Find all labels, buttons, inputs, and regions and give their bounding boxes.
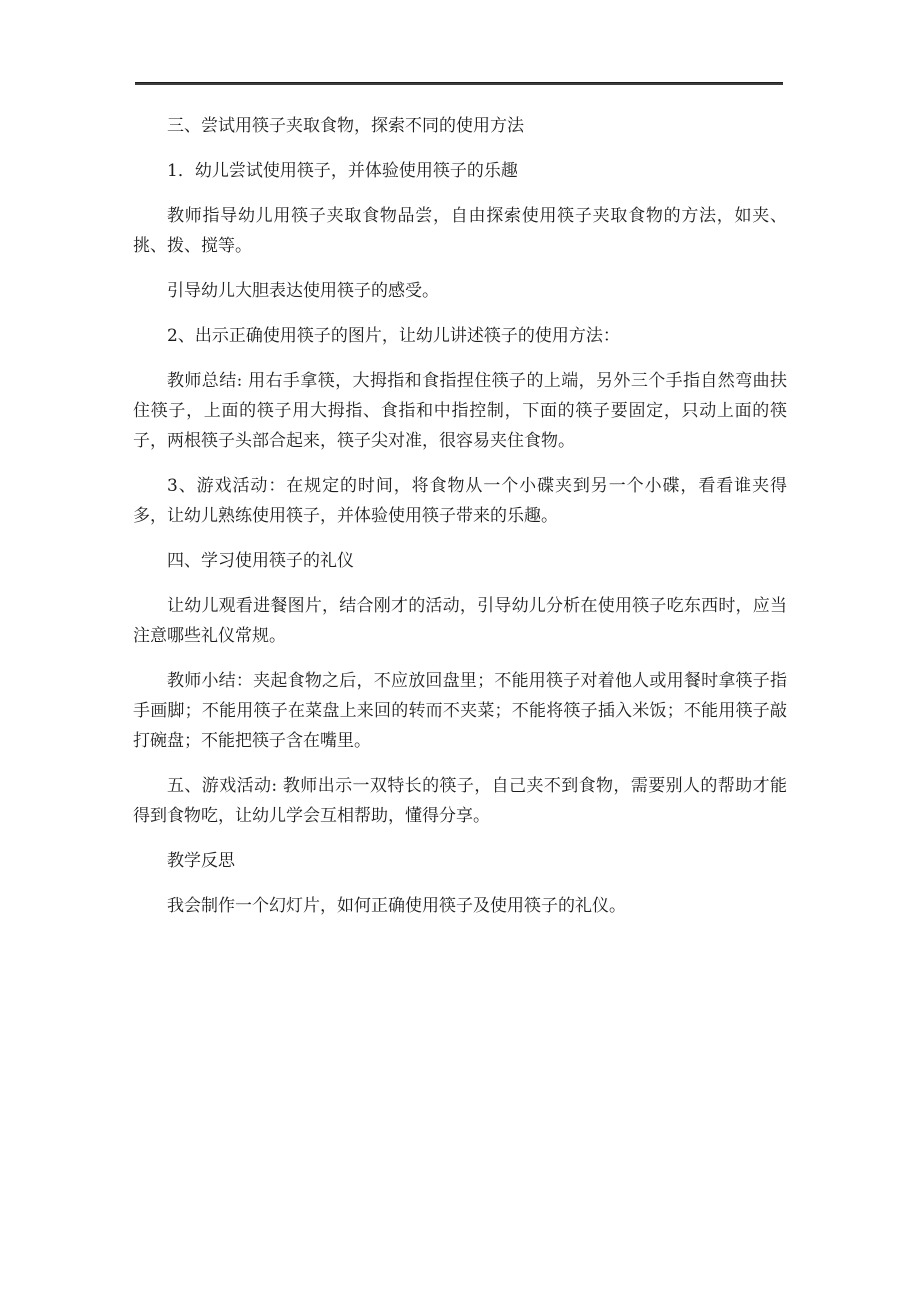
- header-rule: [135, 82, 783, 85]
- list-item-3-game-activity: 3、游戏活动：在规定的时间，将食物从一个小碟夹到另一个小碟，看看谁夹得多，让幼儿熟练使用筷子，并体验使用筷子带来的乐趣。: [133, 476, 787, 526]
- paragraph-encourage-expression: 引导幼儿大胆表达使用筷子的感受。: [167, 281, 439, 301]
- paragraph-reflection-note: 我会制作一个幻灯片，如何正确使用筷子及使用筷子的礼仪。: [167, 896, 626, 916]
- list-item-2: 2、出示正确使用筷子的图片，让幼儿讲述筷子的使用方法：: [167, 326, 620, 346]
- paragraph-etiquette-discussion: 让幼儿观看进餐图片，结合刚才的活动，引导幼儿分析在使用筷子吃东西时，应当注意哪些礼仪常规。: [133, 596, 787, 646]
- paragraph-teacher-recap: 教师小结：夹起食物之后，不应放回盘里；不能用筷子对着他人或用餐时拿筷子指手画脚；不能用筷子在菜盘上来回的转而不夹菜；不能将筷子插入米饭；不能用筷子敲打碗盘；不能把筷子含在嘴里。: [133, 671, 787, 751]
- section-heading-three: 三、尝试用筷子夹取食物，探索不同的使用方法: [167, 116, 524, 136]
- section-heading-five-game-activity: 五、游戏活动: 教师出示一双特长的筷子，自己夹不到食物，需要别人的帮助才能得到食物吃，让幼儿学会互相帮助，懂得分享。: [133, 776, 787, 826]
- heading-teaching-reflection: 教学反思: [167, 851, 235, 871]
- paragraph-teacher-summary: 教师总结: 用右手拿筷，大拇指和食指捏住筷子的上端，另外三个手指自然弯曲扶住筷子，上面的筷子用大拇指、食指和中指控制，下面的筷子要固定，只动上面的筷子，两根筷子头部合起来，筷子尖对准，很容易夹住食物。: [133, 371, 787, 451]
- section-heading-four: 四、学习使用筷子的礼仪: [167, 551, 354, 571]
- document-body: [133, 111, 787, 936]
- list-item-1: 1．幼儿尝试使用筷子，并体验使用筷子的乐趣: [167, 161, 518, 181]
- paragraph-teacher-guidance: 教师指导幼儿用筷子夹取食物品尝，自由探索使用筷子夹取食物的方法，如夹、挑、拨、搅等。: [133, 206, 787, 256]
